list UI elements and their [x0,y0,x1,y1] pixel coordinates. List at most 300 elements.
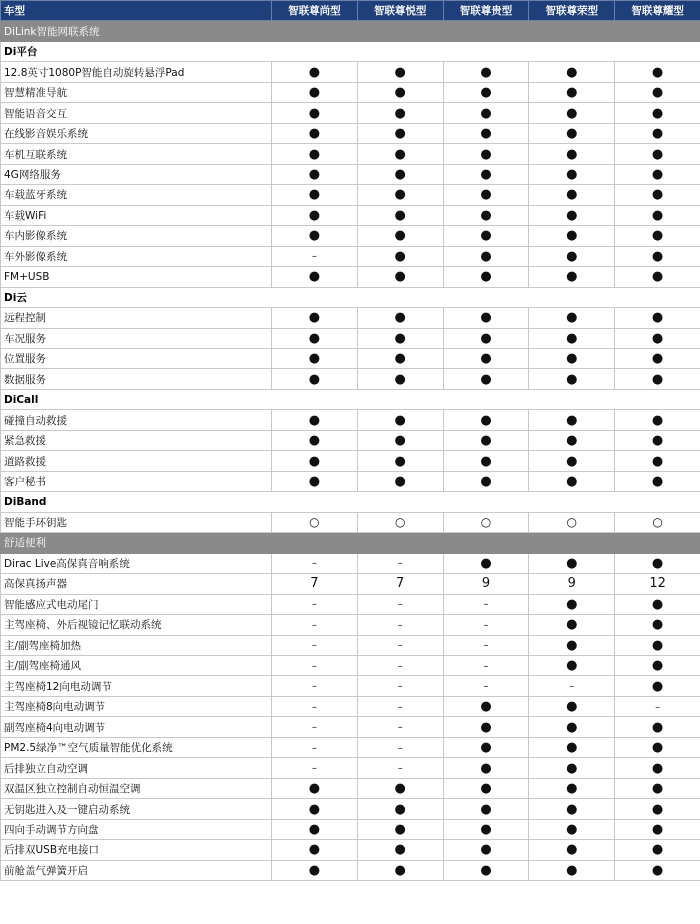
feature-label: 主驾座椅、外后视镜记忆联动系统 [1,615,272,635]
feature-label: 智能感应式电动尾门 [1,594,272,614]
availability-mark: ● [651,862,664,878]
feature-value [529,328,615,348]
availability-mark: ● [651,596,664,612]
feature-value [529,676,615,696]
feature-value [272,512,358,532]
availability-mark: ● [308,64,321,80]
availability-mark: – [311,619,317,631]
feature-label: 碰撞自动救援 [1,410,272,430]
table-row [1,512,700,532]
availability-mark: ● [566,207,578,223]
table-row [1,123,700,143]
availability-mark: ● [566,126,578,142]
table-row [1,62,700,82]
feature-value [443,717,529,737]
feature-value [443,696,529,716]
availability-mark: ● [651,555,664,571]
table-row [1,348,700,368]
table-row [1,246,700,266]
feature-value [615,82,700,102]
availability-mark: ● [651,126,664,142]
availability-mark: ● [480,801,492,817]
feature-value [529,164,615,184]
feature-value [272,635,358,655]
feature-value [529,348,615,368]
availability-mark: ● [651,187,664,203]
feature-value [443,348,529,368]
availability-mark: – [397,558,403,570]
feature-value [272,144,358,164]
feature-value [357,635,443,655]
feature-value [443,676,529,696]
feature-value [529,308,615,328]
availability-mark: ● [651,85,664,101]
feature-value [357,123,443,143]
table-row [1,451,700,471]
feature-value [615,778,700,798]
feature-value [615,737,700,757]
table-row [1,860,700,880]
feature-value [443,635,529,655]
availability-mark: ● [308,228,321,244]
table-row [1,430,700,450]
availability-mark: ● [394,85,406,101]
availability-mark: ● [566,474,578,490]
feature-value [272,574,358,594]
feature-label: 主驾座椅12向电动调节 [1,676,272,696]
feature-value [443,860,529,880]
feature-value [443,451,529,471]
feature-value [443,123,529,143]
feature-value [443,737,529,757]
availability-mark: ○ [309,515,320,530]
feature-value [272,410,358,430]
speaker-count: 7 [396,576,405,592]
availability-mark: ● [566,248,578,264]
availability-mark: ● [651,637,664,653]
feature-value [357,144,443,164]
availability-mark: ● [566,412,578,428]
availability-mark: ● [566,371,578,387]
availability-mark: ● [394,351,406,367]
availability-mark: ● [651,207,664,223]
feature-value [272,205,358,225]
feature-value [357,676,443,696]
availability-mark: ● [480,781,492,797]
availability-mark: ● [651,248,664,264]
feature-value [529,267,615,287]
availability-mark: ● [566,740,578,756]
availability-mark: ● [394,126,406,142]
availability-mark: ● [480,85,492,101]
feature-value [529,799,615,819]
feature-label: FM+USB [1,267,272,287]
availability-mark: – [311,722,317,734]
availability-mark: ● [566,617,578,633]
availability-mark: ● [480,126,492,142]
availability-mark: – [397,640,403,652]
feature-value [357,840,443,860]
availability-mark: ● [308,146,321,162]
feature-value [443,471,529,491]
feature-value [529,369,615,389]
availability-mark: ● [480,821,492,837]
feature-value [272,676,358,696]
feature-value [272,62,358,82]
availability-mark: ● [566,187,578,203]
feature-value [443,799,529,819]
feature-value [615,615,700,635]
feature-label: 智能语音交互 [1,103,272,123]
table-row [1,267,700,287]
availability-mark: ● [394,269,406,285]
availability-mark: ● [480,166,492,182]
feature-value [272,82,358,102]
feature-value [529,758,615,778]
feature-value [272,553,358,573]
feature-label: 车外影像系统 [1,246,272,266]
feature-value [357,696,443,716]
availability-mark: – [311,251,317,263]
feature-value [443,82,529,102]
availability-mark: ● [480,187,492,203]
feature-value [615,430,700,450]
availability-mark: ● [394,105,406,121]
table-row [1,799,700,819]
availability-mark: – [483,660,489,672]
feature-value [529,594,615,614]
availability-mark: ● [480,64,492,80]
availability-mark: ● [651,310,664,326]
feature-value [529,103,615,123]
feature-value [357,553,443,573]
feature-value [529,860,615,880]
feature-value [615,185,700,205]
feature-value [529,471,615,491]
availability-mark: ● [566,781,578,797]
availability-mark: ● [651,433,664,449]
feature-value [272,840,358,860]
availability-mark: ● [308,207,321,223]
header-model-3: 智联尊贵型 [443,1,529,21]
availability-mark: ● [480,146,492,162]
availability-mark: ● [566,862,578,878]
availability-mark: ● [394,187,406,203]
feature-value [357,308,443,328]
table-row [1,410,700,430]
feature-label: 高保真扬声器 [1,574,272,594]
availability-mark: ● [651,146,664,162]
availability-mark: ● [566,330,578,346]
feature-value [357,103,443,123]
table-row [1,205,700,225]
availability-mark: – [397,722,403,734]
feature-value [272,717,358,737]
section-header-row [1,533,700,553]
feature-value [615,451,700,471]
feature-value [443,758,529,778]
table-row [1,737,700,757]
availability-mark: ● [566,821,578,837]
table-row [1,778,700,798]
feature-value [357,860,443,880]
feature-value [272,860,358,880]
speaker-count: 9 [481,576,491,592]
availability-mark: ● [651,678,664,694]
feature-value [529,512,615,532]
availability-mark: ● [651,740,664,756]
feature-value [443,164,529,184]
availability-mark: ● [651,453,664,469]
feature-value [529,226,615,246]
availability-mark: ● [480,248,492,264]
feature-value [272,696,358,716]
feature-value [357,799,443,819]
feature-value [529,430,615,450]
table-row [1,164,700,184]
table-row [1,471,700,491]
availability-mark: – [483,681,489,693]
feature-label: 数据服务 [1,369,272,389]
feature-value [443,62,529,82]
feature-value [272,164,358,184]
feature-value [443,615,529,635]
availability-mark: – [397,619,403,631]
feature-value [272,656,358,676]
availability-mark: ● [394,453,406,469]
feature-label: 车载WiFi [1,205,272,225]
feature-value [272,430,358,450]
availability-mark: – [311,599,317,611]
feature-label: 主/副驾座椅加热 [1,635,272,655]
feature-value [443,819,529,839]
section-title: 舒适便利 [1,533,700,553]
table-row [1,185,700,205]
availability-mark: – [311,742,317,754]
availability-mark: ● [566,555,578,571]
table-row [1,574,700,594]
availability-mark: ● [480,351,492,367]
table-row [1,328,700,348]
availability-mark: ● [394,310,406,326]
feature-value [272,799,358,819]
availability-mark: ● [480,105,492,121]
availability-mark: ● [394,474,406,490]
availability-mark: ● [394,781,406,797]
feature-value [272,267,358,287]
availability-mark: ● [308,781,321,797]
feature-value [357,717,443,737]
table-row [1,656,700,676]
availability-mark: – [397,742,403,754]
feature-label: 副驾座椅4向电动调节 [1,717,272,737]
availability-mark: ○ [566,515,578,530]
feature-value [529,574,615,594]
feature-value [272,758,358,778]
feature-value [357,82,443,102]
feature-value [272,103,358,123]
availability-mark: ● [480,330,492,346]
availability-mark: ● [651,330,664,346]
availability-mark: – [311,701,317,713]
feature-label: Dirac Live高保真音响系统 [1,553,272,573]
feature-value [615,635,700,655]
availability-mark: ● [651,351,664,367]
feature-value [529,185,615,205]
availability-mark: ● [308,862,321,878]
feature-value [272,471,358,491]
feature-value [615,246,700,266]
availability-mark: – [483,640,489,652]
feature-value [529,451,615,471]
feature-value [443,410,529,430]
feature-value [357,451,443,471]
feature-value [357,267,443,287]
feature-value [272,819,358,839]
availability-mark: – [397,660,403,672]
availability-mark: ● [394,207,406,223]
availability-mark: ○ [652,515,663,530]
availability-mark: ● [480,699,492,715]
availability-mark: ● [566,699,578,715]
feature-value [615,717,700,737]
feature-value [615,103,700,123]
availability-mark: ● [480,310,492,326]
table-header-row [1,1,700,21]
availability-mark: ● [480,862,492,878]
feature-value [443,205,529,225]
availability-mark: ● [566,658,578,674]
feature-value [529,62,615,82]
feature-value [529,840,615,860]
feature-label: 车况服务 [1,328,272,348]
feature-label: 道路救援 [1,451,272,471]
feature-label: 紧急救援 [1,430,272,450]
availability-mark: ● [308,821,321,837]
feature-label: PM2.5绿净™空气质量智能优化系统 [1,737,272,757]
speaker-count: 9 [567,576,576,592]
availability-mark: ● [308,126,321,142]
availability-mark: – [655,701,661,713]
feature-value [272,246,358,266]
feature-value [529,123,615,143]
availability-mark: ● [566,453,578,469]
availability-mark: ● [480,474,492,490]
availability-mark: ● [566,85,578,101]
feature-value [443,308,529,328]
availability-mark: ● [308,842,321,858]
feature-value [272,615,358,635]
availability-mark: ● [651,371,664,387]
feature-value [357,348,443,368]
availability-mark: ● [651,64,664,80]
availability-mark: ● [651,166,664,182]
availability-mark: ● [566,433,578,449]
table-row [1,676,700,696]
availability-mark: ● [651,617,664,633]
availability-mark: ● [308,412,321,428]
feature-value [615,512,700,532]
feature-value [272,328,358,348]
availability-mark: ● [480,269,492,285]
availability-mark: – [397,701,403,713]
feature-value [272,348,358,368]
table-row [1,82,700,102]
feature-value [615,226,700,246]
feature-value [443,840,529,860]
availability-mark: ● [480,228,492,244]
feature-label: 车机互联系统 [1,144,272,164]
availability-mark: ● [566,228,578,244]
availability-mark: ● [394,862,406,878]
feature-value [357,778,443,798]
feature-value [272,451,358,471]
table-row [1,226,700,246]
feature-value [443,185,529,205]
availability-mark: ● [480,371,492,387]
header-feature-label: 车型 [1,1,272,21]
availability-mark: ● [308,330,321,346]
feature-value [357,615,443,635]
table-row [1,553,700,573]
feature-value [615,594,700,614]
feature-value [615,553,700,573]
availability-mark: ● [308,269,321,285]
availability-mark: ● [308,801,321,817]
feature-value [357,205,443,225]
availability-mark: ● [566,719,578,735]
availability-mark: ● [566,801,578,817]
availability-mark: – [311,558,317,570]
feature-value [357,246,443,266]
feature-value [615,410,700,430]
feature-value [443,512,529,532]
feature-value [529,717,615,737]
table-row [1,144,700,164]
availability-mark: ● [566,760,578,776]
feature-value [615,123,700,143]
availability-mark: ● [651,474,664,490]
feature-value [443,656,529,676]
availability-mark: ● [651,719,664,735]
availability-mark: ● [651,105,664,121]
availability-mark: ● [308,474,321,490]
feature-value [272,737,358,757]
feature-value [529,819,615,839]
feature-label: 车内影像系统 [1,226,272,246]
feature-value [615,574,700,594]
feature-value [615,62,700,82]
availability-mark: – [397,681,403,693]
table-row [1,615,700,635]
availability-mark: ● [566,64,578,80]
availability-mark: ● [566,637,578,653]
feature-label: 后排独立自动空调 [1,758,272,778]
feature-value [357,185,443,205]
availability-mark: ● [308,433,321,449]
feature-value [443,328,529,348]
feature-value [529,778,615,798]
feature-label: 主驾座椅8向电动调节 [1,696,272,716]
feature-value [357,574,443,594]
table-body [1,21,700,881]
feature-label: 在线影音娱乐系统 [1,123,272,143]
availability-mark: ● [651,269,664,285]
availability-mark: ● [566,351,578,367]
feature-value [529,615,615,635]
feature-value [357,512,443,532]
feature-label: 12.8英寸1080P智能自动旋转悬浮Pad [1,62,272,82]
